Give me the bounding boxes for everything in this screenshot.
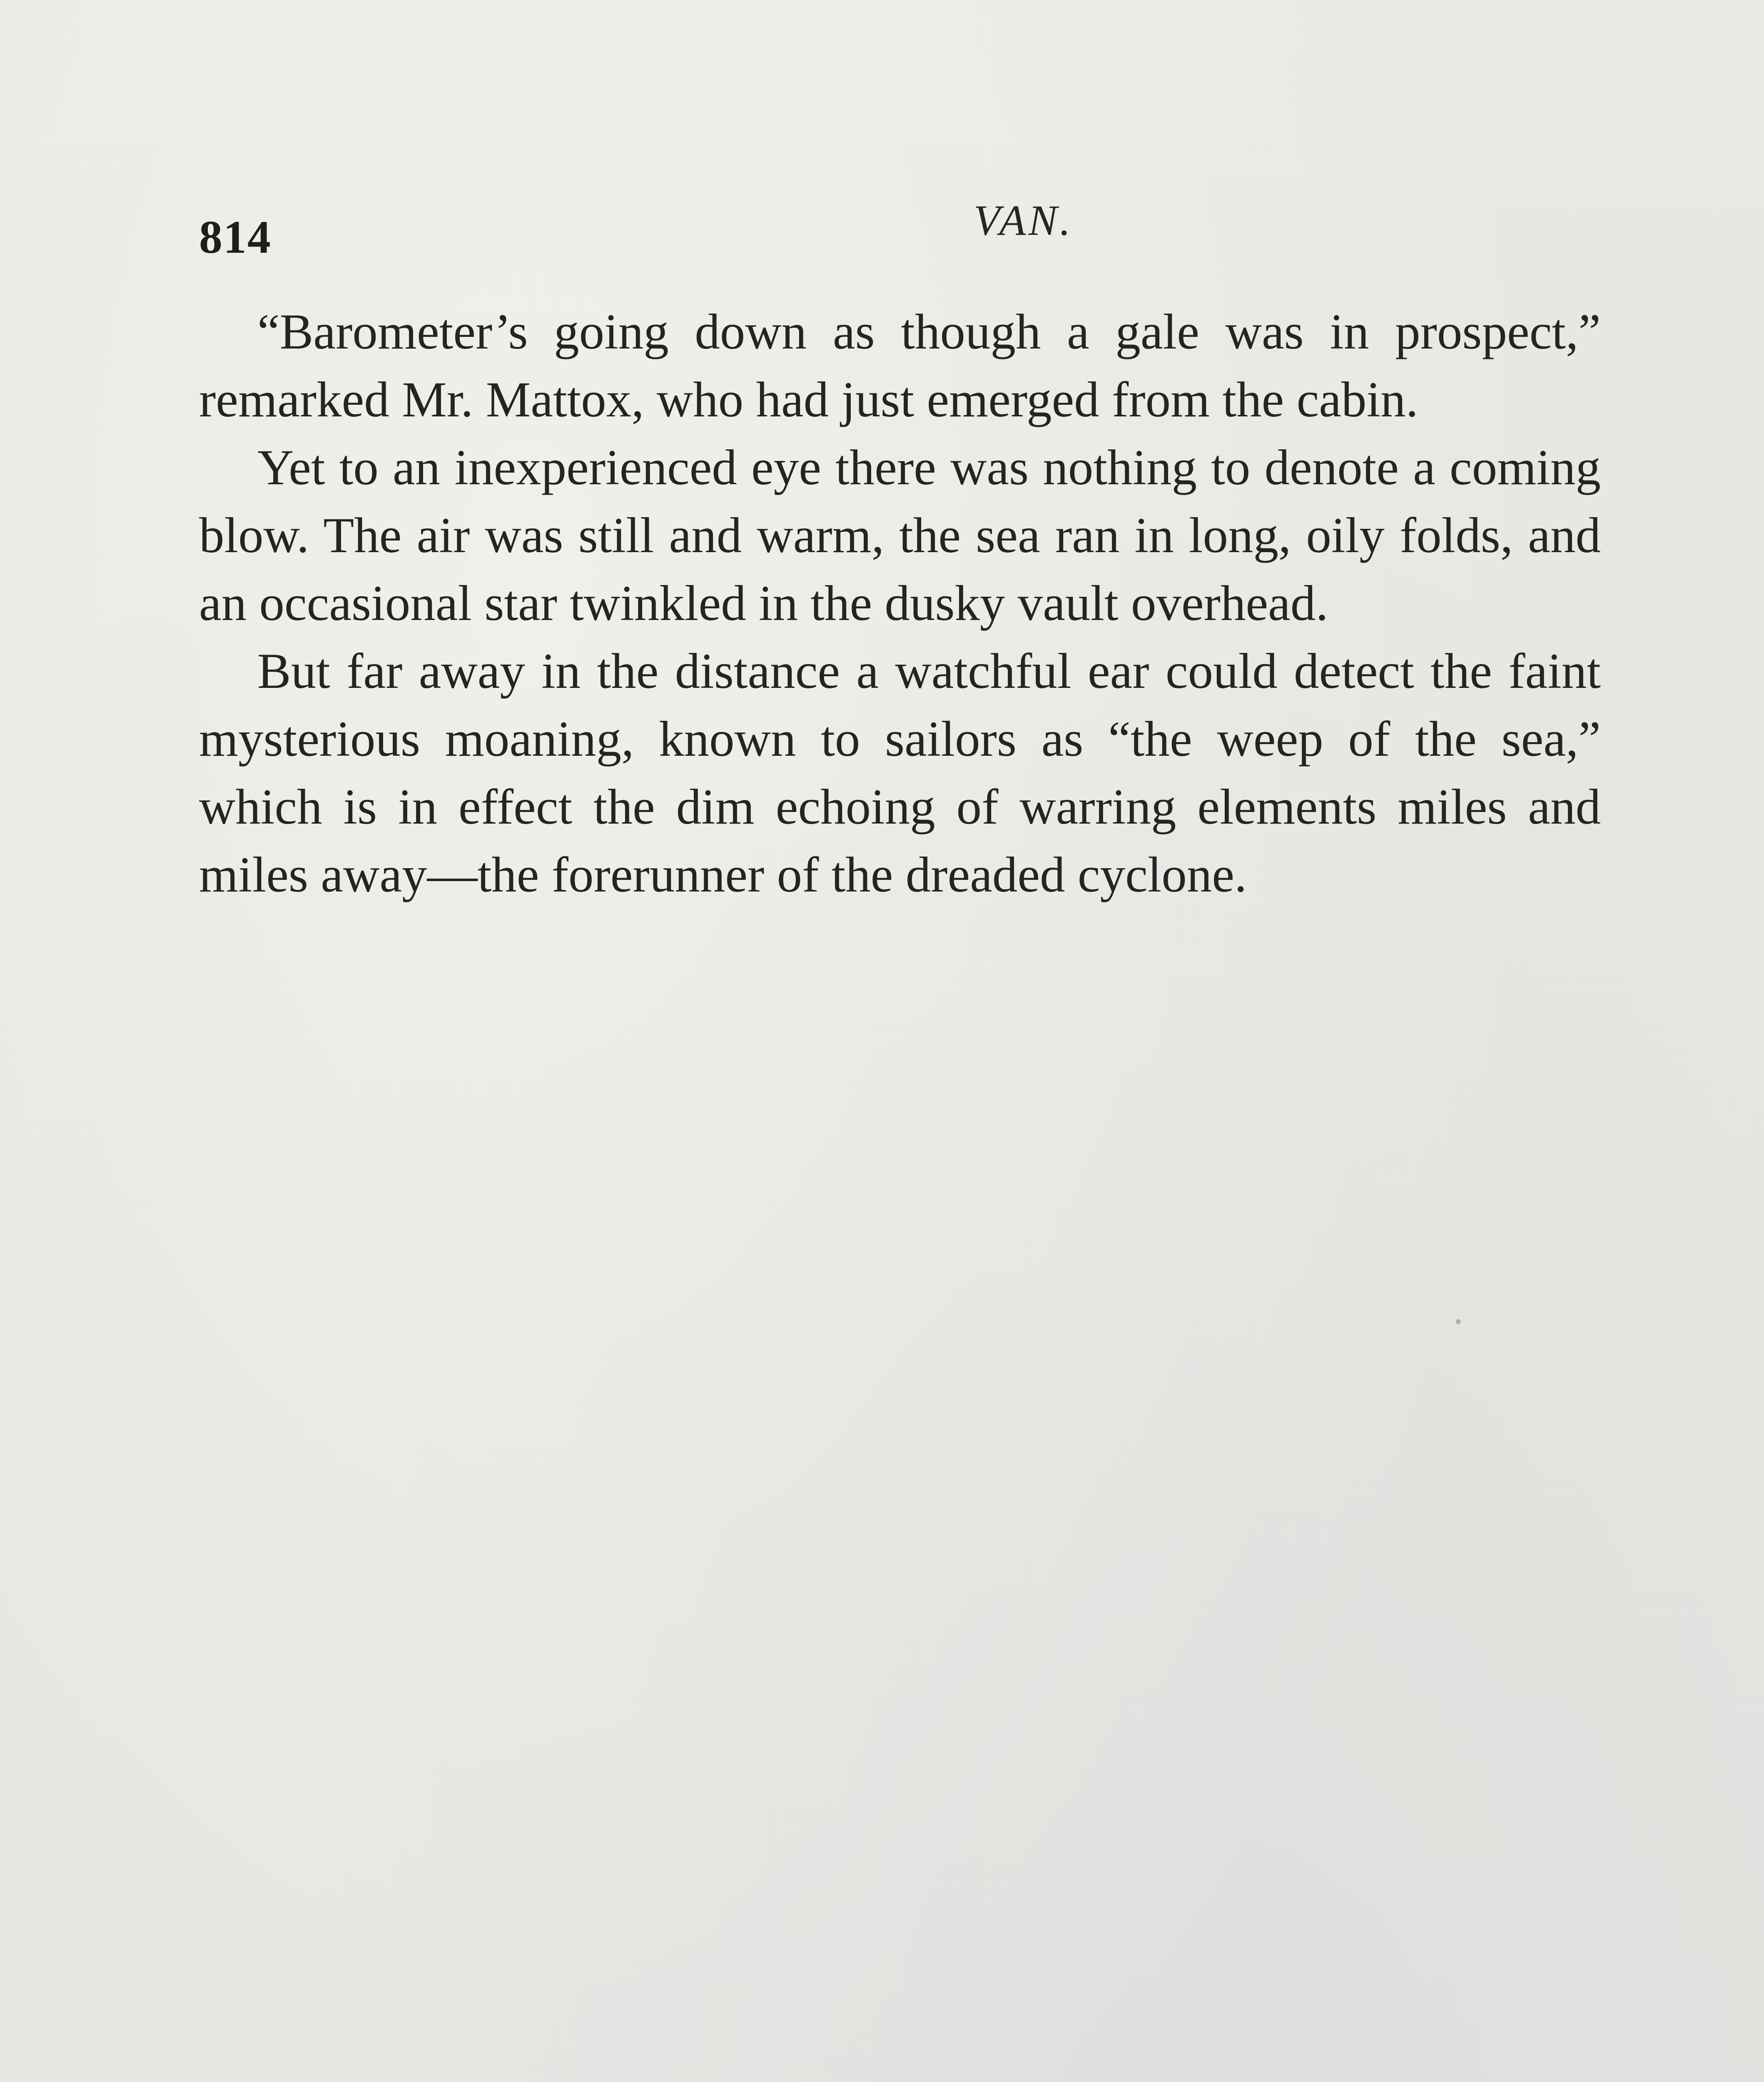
running-head	[199, 196, 1601, 271]
paragraph-inexperienced-eye: Yet to an inexperienced eye there was nothing to denote a coming blow. The air was still and warm, the sea ran in long, oily folds, and an occasional star twinkled in the dusky vault overhead.	[199, 440, 1601, 631]
running-title: VAN.	[974, 197, 1073, 244]
body-text	[199, 298, 1601, 909]
page-number: 814	[199, 212, 272, 263]
paragraph-weep-of-the-sea: But far away in the distance a watchful ear could detect the faint mysterious moaning, known to sailors as “the weep of the sea,” which is in effect the dim echoing of warring elements miles and miles away—the forerunner of the dreaded cyclone.	[199, 643, 1601, 903]
paper-speck	[1456, 1319, 1461, 1324]
paragraph-barometer: “Barometer’s going down as though a gale was in prospect,” remarked Mr. Mattox, who had just emerged from the cabin.	[199, 304, 1601, 428]
